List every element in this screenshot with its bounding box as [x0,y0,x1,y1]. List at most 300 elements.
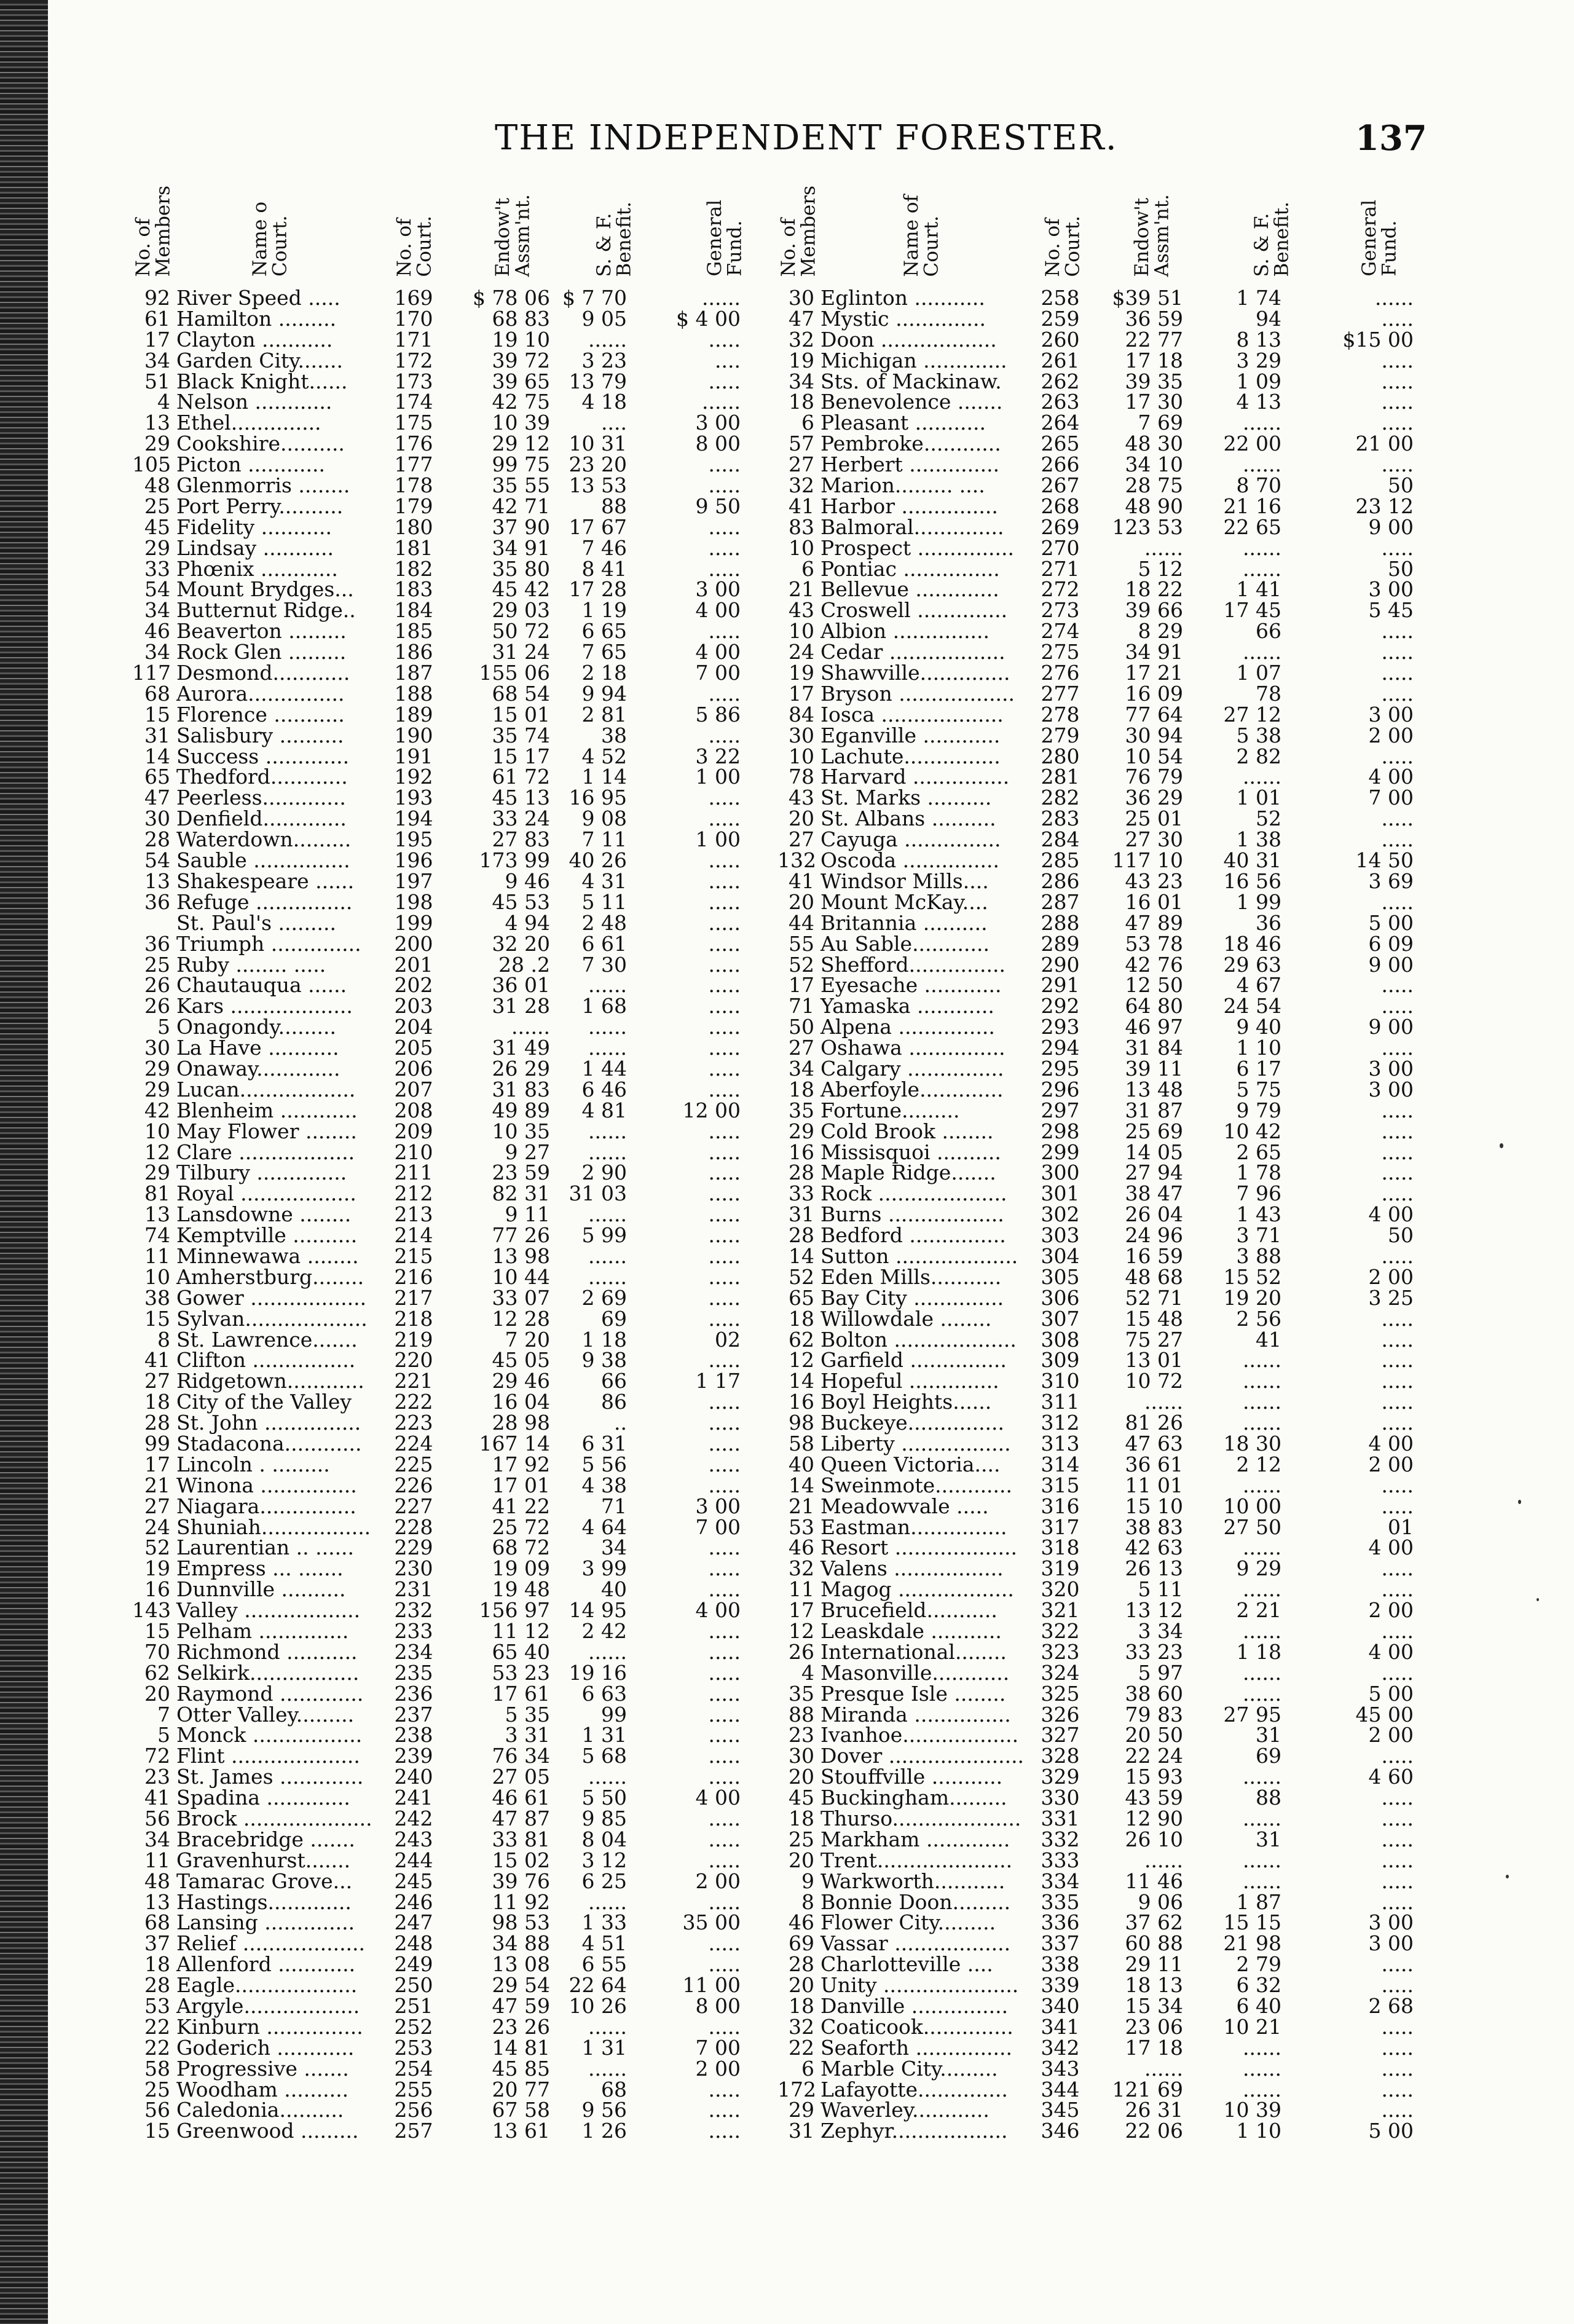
members-cell: 17 [144,327,170,352]
endowment-cell: 5 12 [1138,556,1183,581]
members-cell: 24 [144,1515,170,1539]
table-row [132,1264,771,1289]
court-no-cell: 192 [394,765,433,789]
table-row [777,663,1441,683]
court-name-cell: Rock Glen ......... [176,640,347,664]
right-column-headers [777,184,1441,277]
court-name-cell: Bracebridge ....... [176,1827,355,1851]
endowment-cell: 13 48 [1125,1077,1183,1101]
members-cell: 18 [144,1390,170,1414]
sick-funeral-cell: ...... [1243,765,1281,789]
court-no-cell: 339 [1041,1973,1080,1998]
court-no-cell: 280 [1041,744,1080,768]
members-cell: 28 [789,1223,814,1248]
court-name-cell: Eden Mills........... [820,1264,1002,1289]
court-name-cell: Spadina ............. [176,1786,350,1810]
endowment-cell: 99 75 [492,452,550,477]
sick-funeral-cell: 5 99 [581,1223,627,1248]
members-cell: 29 [789,1119,814,1143]
members-cell: 25 [144,494,170,518]
sick-funeral-cell: ...... [1243,1348,1281,1373]
endowment-cell: 9 27 [505,1140,550,1164]
members-cell: 20 [789,889,814,914]
court-no-cell: 195 [394,827,433,852]
scan-speck [1500,1143,1503,1148]
members-cell: 8 [801,1889,814,1914]
general-fund-cell: 2 00 [695,2056,741,2081]
court-no-cell: 176 [394,431,433,456]
court-no-cell: 178 [394,473,433,498]
court-name-cell: Ridgetown............ [176,1369,364,1393]
members-cell: 56 [144,2098,170,2122]
general-fund-cell: 2 00 [695,1869,741,1893]
members-cell: 20 [789,806,814,831]
table-row [777,808,1441,829]
court-name-cell: Maple Ridge....... [820,1160,996,1185]
general-fund-cell: ..... [708,535,741,560]
general-fund-cell: ..... [1381,1243,1414,1268]
court-no-cell: 265 [1041,431,1080,456]
sick-funeral-cell: 9 38 [581,1348,627,1373]
court-name-cell: Black Knight...... [176,369,348,393]
sick-funeral-cell: 99 [601,1702,627,1727]
sick-funeral-cell: 3 88 [1236,1243,1281,1268]
sick-funeral-cell: 2 12 [1236,1452,1281,1476]
court-no-cell: 177 [394,452,433,477]
court-name-cell: Eagle................... [176,1973,358,1998]
members-cell: 54 [144,577,170,602]
table-row [777,1681,1441,1706]
court-name-cell: Magog .................. [820,1577,1014,1602]
members-cell: 22 [789,2035,814,2060]
sick-funeral-cell: ...... [1243,1848,1281,1872]
court-name-cell: Shefford............... [820,952,1005,977]
members-cell: 11 [144,1848,170,1872]
court-name-cell: Bolton ................... [820,1327,1017,1352]
table-row [132,1517,771,1538]
members-cell: 14 [789,1369,814,1393]
general-fund-cell: 3 00 [1368,1931,1414,1956]
sick-funeral-cell: 1 18 [1236,1639,1281,1664]
endowment-cell: 22 24 [1125,1744,1183,1768]
header-court-name: Name of Court. [900,194,943,277]
members-cell: 41 [789,869,814,893]
endowment-cell: 34 91 [1125,640,1183,664]
court-name-cell: International........ [820,1639,1007,1664]
table-row [132,1243,771,1268]
members-cell: 34 [144,598,170,623]
sick-funeral-cell: 9 94 [581,681,627,706]
court-name-cell: Caledonia.......... [176,2098,344,2122]
endowment-cell: 27 05 [492,1765,550,1789]
members-cell: 30 [144,806,170,831]
court-name-cell: Leaskdale ........... [820,1619,1002,1643]
endowment-cell: 10 72 [1125,1369,1183,1393]
table-row [132,579,771,600]
general-fund-cell: ..... [1381,2077,1414,2101]
table-row [132,787,771,808]
general-fund-cell: ..... [708,1952,741,1977]
court-name-cell: Eganville ............ [820,723,1001,747]
sick-funeral-cell: 10 31 [569,431,627,456]
court-name-cell: Coaticook.............. [820,2014,1013,2039]
sick-funeral-cell: .... [601,411,627,435]
general-fund-cell: 4 00 [1368,1535,1414,1560]
endowment-cell: 39 76 [492,1869,550,1893]
sick-funeral-cell: 2 21 [1236,1598,1281,1623]
court-no-cell: 250 [394,1973,433,1998]
table-row [777,642,1441,663]
table-row [132,1183,771,1204]
table-row [777,2079,1441,2100]
endowment-cell: 82 31 [492,1181,550,1206]
members-cell: 99 [144,1431,170,1455]
endowment-cell: 28 98 [492,1411,550,1435]
court-no-cell: 225 [394,1452,433,1476]
table-row [777,433,1441,454]
general-fund-cell: ..... [708,1411,741,1435]
general-fund-cell: 45 00 [1355,1702,1414,1727]
members-cell: 35 [789,1098,814,1122]
endowment-cell: 9 46 [505,869,550,893]
endowment-cell: 42 63 [1125,1535,1183,1560]
table-row [132,1058,771,1079]
sick-funeral-cell: 27 12 [1223,702,1281,727]
court-name-cell: Waverley............ [820,2098,990,2122]
table-row [777,1704,1441,1725]
court-name-cell: Lansdowne ........ [176,1202,352,1227]
court-no-cell: 285 [1041,848,1080,873]
sick-funeral-cell: 1 68 [581,994,627,1018]
general-fund-cell: ..... [1381,1181,1414,1206]
members-cell: 65 [144,765,170,789]
court-name-cell: Beaverton ......... [176,619,347,644]
court-name-cell: Charlotteville .... [820,1952,993,1977]
endowment-cell: 13 01 [1125,1348,1183,1373]
general-fund-cell: ..... [1381,1390,1414,1414]
members-cell: 16 [144,1577,170,1602]
sick-funeral-cell: ...... [588,1264,627,1289]
sick-funeral-cell: ...... [1243,1390,1281,1414]
general-fund-cell: ..... [708,2098,741,2122]
endowment-cell: 33 23 [1125,1639,1183,1664]
general-fund-cell: 4 00 [1368,1639,1414,1664]
header-endowment: Endow't Assm'nt. [492,194,534,277]
table-row [132,1933,771,1954]
sick-funeral-cell: 1 14 [581,765,627,789]
sick-funeral-cell: 6 32 [1236,1973,1281,1998]
court-no-cell: 290 [1041,952,1080,977]
court-no-cell: 346 [1041,2119,1080,2143]
court-name-cell: Kemptville .......... [176,1223,358,1248]
court-no-cell: 343 [1041,2056,1080,2081]
endowment-cell: 33 24 [492,806,550,831]
members-cell: 83 [789,514,814,539]
sick-funeral-cell: 1 31 [581,1723,627,1747]
sick-funeral-cell: ...... [1243,2035,1281,2060]
table-row [132,1912,771,1933]
sick-funeral-cell: ...... [1243,1473,1281,1497]
endowment-cell: 29 11 [1125,1952,1183,1977]
table-row [777,1975,1441,1996]
court-name-cell: Kars ................... [176,994,353,1018]
sick-funeral-cell: 6 25 [581,1869,627,1893]
table-row [132,1121,771,1142]
sick-funeral-cell: 4 31 [581,869,627,893]
court-no-cell: 282 [1041,786,1080,810]
court-no-cell: 319 [1041,1556,1080,1581]
table-row [777,475,1441,496]
general-fund-cell: ..... [708,1619,741,1643]
members-cell: 27 [789,1036,814,1060]
endowment-cell: 45 42 [492,577,550,602]
court-no-cell: 183 [394,577,433,602]
table-row [132,1371,771,1392]
table-row [777,1285,1441,1310]
sick-funeral-cell: 2 69 [581,1285,627,1310]
members-cell: 81 [144,1181,170,1206]
members-cell: 28 [789,1952,814,1977]
table-row [777,910,1441,935]
sick-funeral-cell: 9 08 [581,806,627,831]
endowment-cell: 64 80 [1125,994,1183,1018]
right-rows [777,288,1441,2141]
general-fund-cell: ..... [1381,1660,1414,1685]
table-row [777,1183,1441,1204]
header-court-no: No. of Court. [1042,215,1084,277]
endowment-cell: 36 59 [1125,306,1183,331]
table-row [132,2079,771,2100]
table-row [132,1889,771,1914]
endowment-cell: 20 77 [492,2077,550,2101]
endowment-cell: 38 83 [1125,1515,1183,1539]
general-fund-cell: ..... [1381,1869,1414,1893]
court-name-cell: Richmond ........... [176,1639,358,1664]
court-no-cell: 276 [1041,661,1080,685]
court-name-cell: Niagara............... [176,1494,356,1518]
members-cell: 32 [789,327,814,352]
general-fund-cell: ..... [1381,619,1414,644]
sick-funeral-cell: 94 [1256,306,1281,331]
sick-funeral-cell: $ 7 70 [562,286,627,310]
court-name-cell: Seaforth ............... [820,2035,1013,2060]
court-no-cell: 188 [394,681,433,706]
members-cell: 42 [144,1098,170,1122]
general-fund-cell: 6 09 [1368,931,1414,956]
general-fund-cell: 3 00 [695,577,741,602]
header-members: No. of Members [777,185,820,277]
court-no-cell: 344 [1041,2077,1080,2101]
court-no-cell: 209 [394,1119,433,1143]
general-fund-cell: 12 00 [682,1098,741,1122]
general-fund-cell: 4 00 [695,640,741,664]
table-row [777,454,1441,475]
court-no-cell: 239 [394,1744,433,1768]
sick-funeral-cell: 17 28 [569,577,627,602]
general-fund-cell: ..... [708,889,741,914]
members-cell: 13 [144,1202,170,1227]
endowment-cell: 16 09 [1125,681,1183,706]
table-row [132,1496,771,1517]
endowment-cell: 31 28 [492,994,550,1018]
table-row [132,952,771,977]
general-fund-cell: 1 17 [695,1369,741,1393]
court-name-cell: Herbert .............. [820,452,1000,477]
table-row [132,766,771,787]
sick-funeral-cell: 69 [601,1306,627,1331]
general-fund-cell: 3 00 [1368,702,1414,727]
court-name-cell: Ruby ........ ..... [176,952,326,977]
endowment-cell: $39 51 [1112,286,1183,310]
table-row [777,556,1441,581]
endowment-cell: 15 93 [1125,1765,1183,1789]
table-row [132,1537,771,1558]
court-no-cell: 187 [394,661,433,685]
header-sick-funeral: S. & F. Benefit. [1251,201,1293,277]
general-fund-cell: ..... [708,369,741,393]
table-row [777,1660,1441,1685]
table-row [132,475,771,496]
members-cell: 31 [789,1202,814,1227]
sick-funeral-cell: 4 18 [581,390,627,414]
court-name-cell: St. John ............... [176,1411,361,1435]
endowment-cell: 15 10 [1125,1494,1183,1518]
general-fund-cell: ..... [1381,1140,1414,1164]
endowment-cell: 41 22 [492,1494,550,1518]
court-no-cell: 294 [1041,1036,1080,1060]
sick-funeral-cell: ...... [588,1639,627,1664]
table-row [132,1017,771,1038]
endowment-cell: 61 72 [492,765,550,789]
endowment-cell: 26 04 [1125,1202,1183,1227]
members-cell: 20 [789,1848,814,1872]
sick-funeral-cell: 1 74 [1236,286,1281,310]
table-row [777,1746,1441,1767]
members-cell: 21 [144,1473,170,1497]
members-cell: 45 [144,514,170,539]
court-name-cell: Triumph .............. [176,931,361,956]
table-row [777,1600,1441,1621]
endowment-cell: 25 01 [1125,806,1183,831]
members-cell: 19 [789,348,814,372]
endowment-cell: 42 76 [1125,952,1183,977]
court-name-cell: Empress ... ....... [176,1556,344,1581]
general-fund-cell: ..... [708,1202,741,1227]
sick-funeral-cell: ...... [1243,1619,1281,1643]
members-cell: 44 [789,910,814,935]
general-fund-cell: ..... [708,452,741,477]
general-fund-cell: ..... [708,1285,741,1310]
members-cell: 105 [132,452,171,477]
court-no-cell: 284 [1041,827,1080,852]
general-fund-cell: 7 00 [695,1515,741,1539]
sick-funeral-cell: 10 42 [1223,1119,1281,1143]
general-fund-cell: 3 00 [1368,577,1414,602]
court-name-cell: Thurso.................... [820,1806,1021,1831]
court-name-cell: Valens ................. [820,1556,1004,1581]
court-name-cell: Shawville.............. [820,661,1010,685]
court-no-cell: 208 [394,1098,433,1122]
general-fund-cell: ..... [708,1119,741,1143]
endowment-cell: 60 88 [1125,1931,1183,1956]
table-row [132,1412,771,1433]
table-row [132,392,771,412]
court-name-cell: Peerless............. [176,786,346,810]
court-no-cell: 248 [394,1931,433,1956]
general-fund-cell: ..... [708,556,741,581]
court-name-cell: Sts. of Mackinaw. [820,369,1002,393]
members-cell: 26 [789,1639,814,1664]
court-no-cell: 181 [394,535,433,560]
sick-funeral-cell: 18 30 [1223,1431,1281,1455]
members-cell: 5 [157,1015,170,1039]
sick-funeral-cell: 66 [1256,619,1281,644]
table-row [777,1454,1441,1475]
table-row [777,1038,1441,1058]
members-cell: 62 [144,1660,170,1685]
court-no-cell: 313 [1041,1431,1080,1455]
endowment-cell: 67 58 [492,2098,550,2122]
general-fund-cell: 5 86 [695,702,741,727]
members-cell: 22 [144,2014,170,2039]
court-no-cell: 234 [394,1639,433,1664]
court-no-cell: 230 [394,1556,433,1581]
members-cell: 13 [144,1889,170,1914]
table-row [132,2100,771,2121]
court-name-cell: Masonville............ [820,1660,1010,1685]
endowment-cell: 11 12 [492,1619,550,1643]
table-row [777,725,1441,746]
endowment-cell: 39 72 [492,348,550,372]
endowment-cell: 7 20 [505,1327,550,1352]
members-cell: 29 [144,535,170,560]
scan-speck [1518,1500,1521,1504]
members-cell: 25 [144,2077,170,2101]
members-cell: 18 [789,390,814,414]
members-cell: 45 [789,1786,814,1810]
general-fund-cell: ..... [708,1348,741,1373]
sick-funeral-cell: ...... [588,2056,627,2081]
endowment-cell: 14 05 [1125,1140,1183,1164]
table-row [132,1079,771,1100]
court-name-cell: Brucefield........... [820,1598,998,1623]
court-no-cell: 229 [394,1535,433,1560]
table-row [777,1142,1441,1163]
court-no-cell: 219 [394,1327,433,1352]
table-row [777,746,1441,767]
court-no-cell: 318 [1041,1535,1080,1560]
court-name-cell: Amherstburg........ [176,1264,364,1289]
sick-funeral-cell: 3 23 [581,348,627,372]
sick-funeral-cell: 19 16 [569,1660,627,1685]
members-cell: 46 [789,1535,814,1560]
court-no-cell: 300 [1041,1160,1080,1185]
court-name-cell: Tilbury .............. [176,1160,347,1185]
endowment-cell: 68 83 [492,306,550,331]
members-cell: 15 [144,702,170,727]
general-fund-cell: ..... [708,1140,741,1164]
endowment-cell: 46 97 [1125,1015,1183,1039]
table-row [777,1371,1441,1392]
table-row [777,2121,1441,2141]
endowment-cell: 46 61 [492,1786,550,1810]
sick-funeral-cell: 9 29 [1236,1556,1281,1581]
endowment-cell: 31 24 [492,640,550,664]
members-cell: 36 [144,931,170,956]
members-cell: 41 [144,1786,170,1810]
general-fund-cell: 3 00 [1368,1077,1414,1101]
sick-funeral-cell: 6 40 [1236,1994,1281,2019]
